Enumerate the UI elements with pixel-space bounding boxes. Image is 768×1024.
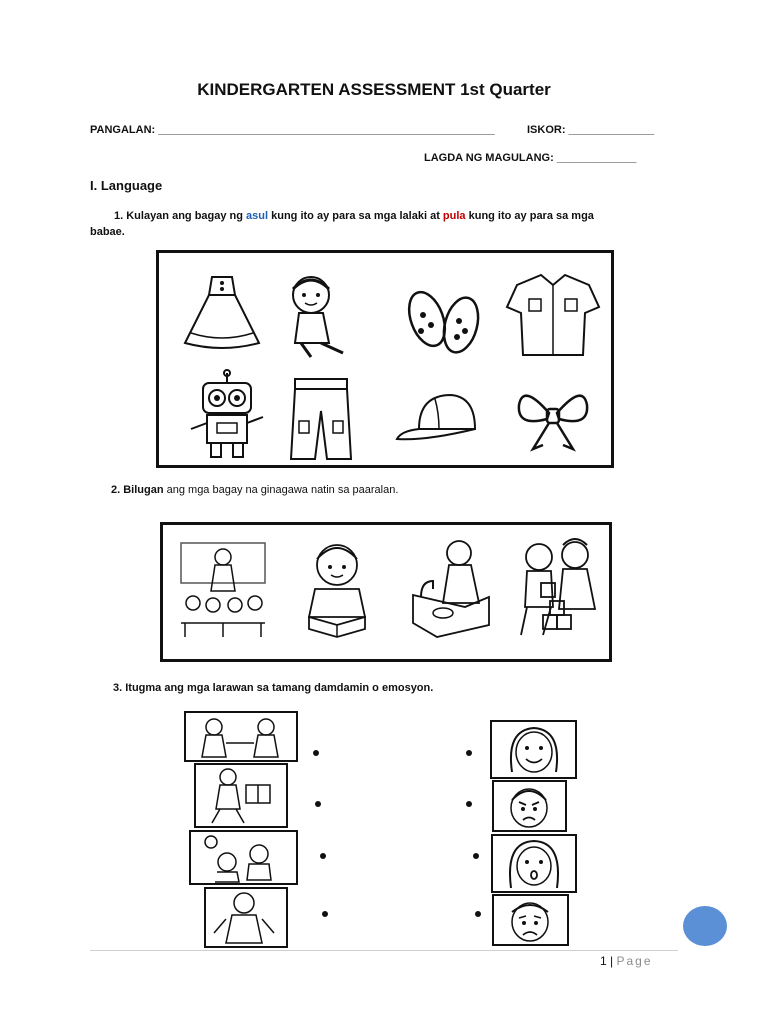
scene-surprise-icon xyxy=(191,832,296,883)
cap-icon[interactable] xyxy=(395,389,481,449)
happy-face-icon xyxy=(492,722,575,777)
match-dot-left-1[interactable] xyxy=(313,750,319,756)
page-number-separator: | xyxy=(606,954,617,968)
page-number xyxy=(600,954,653,968)
match-dot-left-4[interactable] xyxy=(322,911,328,917)
face-frame-4[interactable] xyxy=(492,894,569,946)
floating-action-button[interactable] xyxy=(683,906,727,946)
match-dot-left-3[interactable] xyxy=(320,853,326,859)
scene-sad-boy-icon xyxy=(206,889,286,946)
shirt-icon[interactable] xyxy=(503,271,603,359)
item1-text-part3: kung ito ay para sa mga xyxy=(465,210,594,222)
girl-washing-dishes-icon[interactable] xyxy=(409,537,493,641)
item3-instruction: 3. Itugma ang mga larawan sa tamang damdamin o emosyon. xyxy=(113,682,434,694)
scene-frame-3[interactable] xyxy=(189,830,298,885)
item2-text: ang mga bagay na ginagawa natin sa paaralan. xyxy=(163,484,399,496)
scene-friends-icon xyxy=(186,713,296,760)
angry-face-icon xyxy=(494,782,565,830)
page-label: Page xyxy=(616,954,653,968)
parent-signature-label: LAGDA NG MAGULANG: _____________ xyxy=(424,152,637,164)
match-dot-right-2[interactable] xyxy=(466,801,472,807)
match-dot-right-4[interactable] xyxy=(475,911,481,917)
scene-frame-2[interactable] xyxy=(194,763,288,828)
face-frame-1[interactable] xyxy=(490,720,577,779)
scene-frame-1[interactable] xyxy=(184,711,298,762)
classroom-scene-icon[interactable] xyxy=(179,539,267,639)
match-dot-left-2[interactable] xyxy=(315,801,321,807)
item1-text-part1: 1. Kulayan ang bagay ng xyxy=(114,210,247,222)
kids-playing-blocks-icon[interactable] xyxy=(513,537,599,643)
item1-instruction xyxy=(90,208,690,240)
item1-text-line2: babae. xyxy=(90,226,125,238)
page-title: KINDERGARTEN ASSESSMENT 1st Quarter xyxy=(197,80,551,99)
item1-blue-word: asul xyxy=(246,210,269,222)
item2-picture-box xyxy=(160,522,612,662)
scene-frame-4[interactable] xyxy=(204,887,288,948)
bow-icon[interactable] xyxy=(513,383,593,453)
robot-icon[interactable] xyxy=(183,371,273,461)
face-frame-2[interactable] xyxy=(492,780,567,832)
section-title: I. Language xyxy=(90,178,163,193)
item2-instruction xyxy=(111,482,398,498)
match-dot-right-3[interactable] xyxy=(473,853,479,859)
footer-divider xyxy=(90,950,678,951)
score-field-label: ISKOR: ______________ xyxy=(527,124,655,136)
sad-face-icon xyxy=(494,896,567,944)
page-number-value: 1 xyxy=(600,954,607,968)
face-frame-3[interactable] xyxy=(491,834,577,893)
pants-icon[interactable] xyxy=(289,377,353,461)
match-dot-right-1[interactable] xyxy=(466,750,472,756)
sandals-icon[interactable] xyxy=(403,279,489,359)
item1-red-word: pula xyxy=(442,210,466,222)
item2-number: 2. Bilugan xyxy=(111,484,164,496)
item1-text-part2: kung ito ay para sa mga lalaki at xyxy=(268,210,443,222)
dress-icon[interactable] xyxy=(179,273,265,353)
item1-picture-box xyxy=(156,250,614,468)
scene-gift-icon xyxy=(196,765,286,826)
doll-icon[interactable] xyxy=(271,273,357,361)
name-field-label: PANGALAN: _______________________________________________________ xyxy=(90,124,495,136)
surprised-face-icon xyxy=(493,836,575,891)
boy-studying-icon[interactable] xyxy=(297,537,377,641)
